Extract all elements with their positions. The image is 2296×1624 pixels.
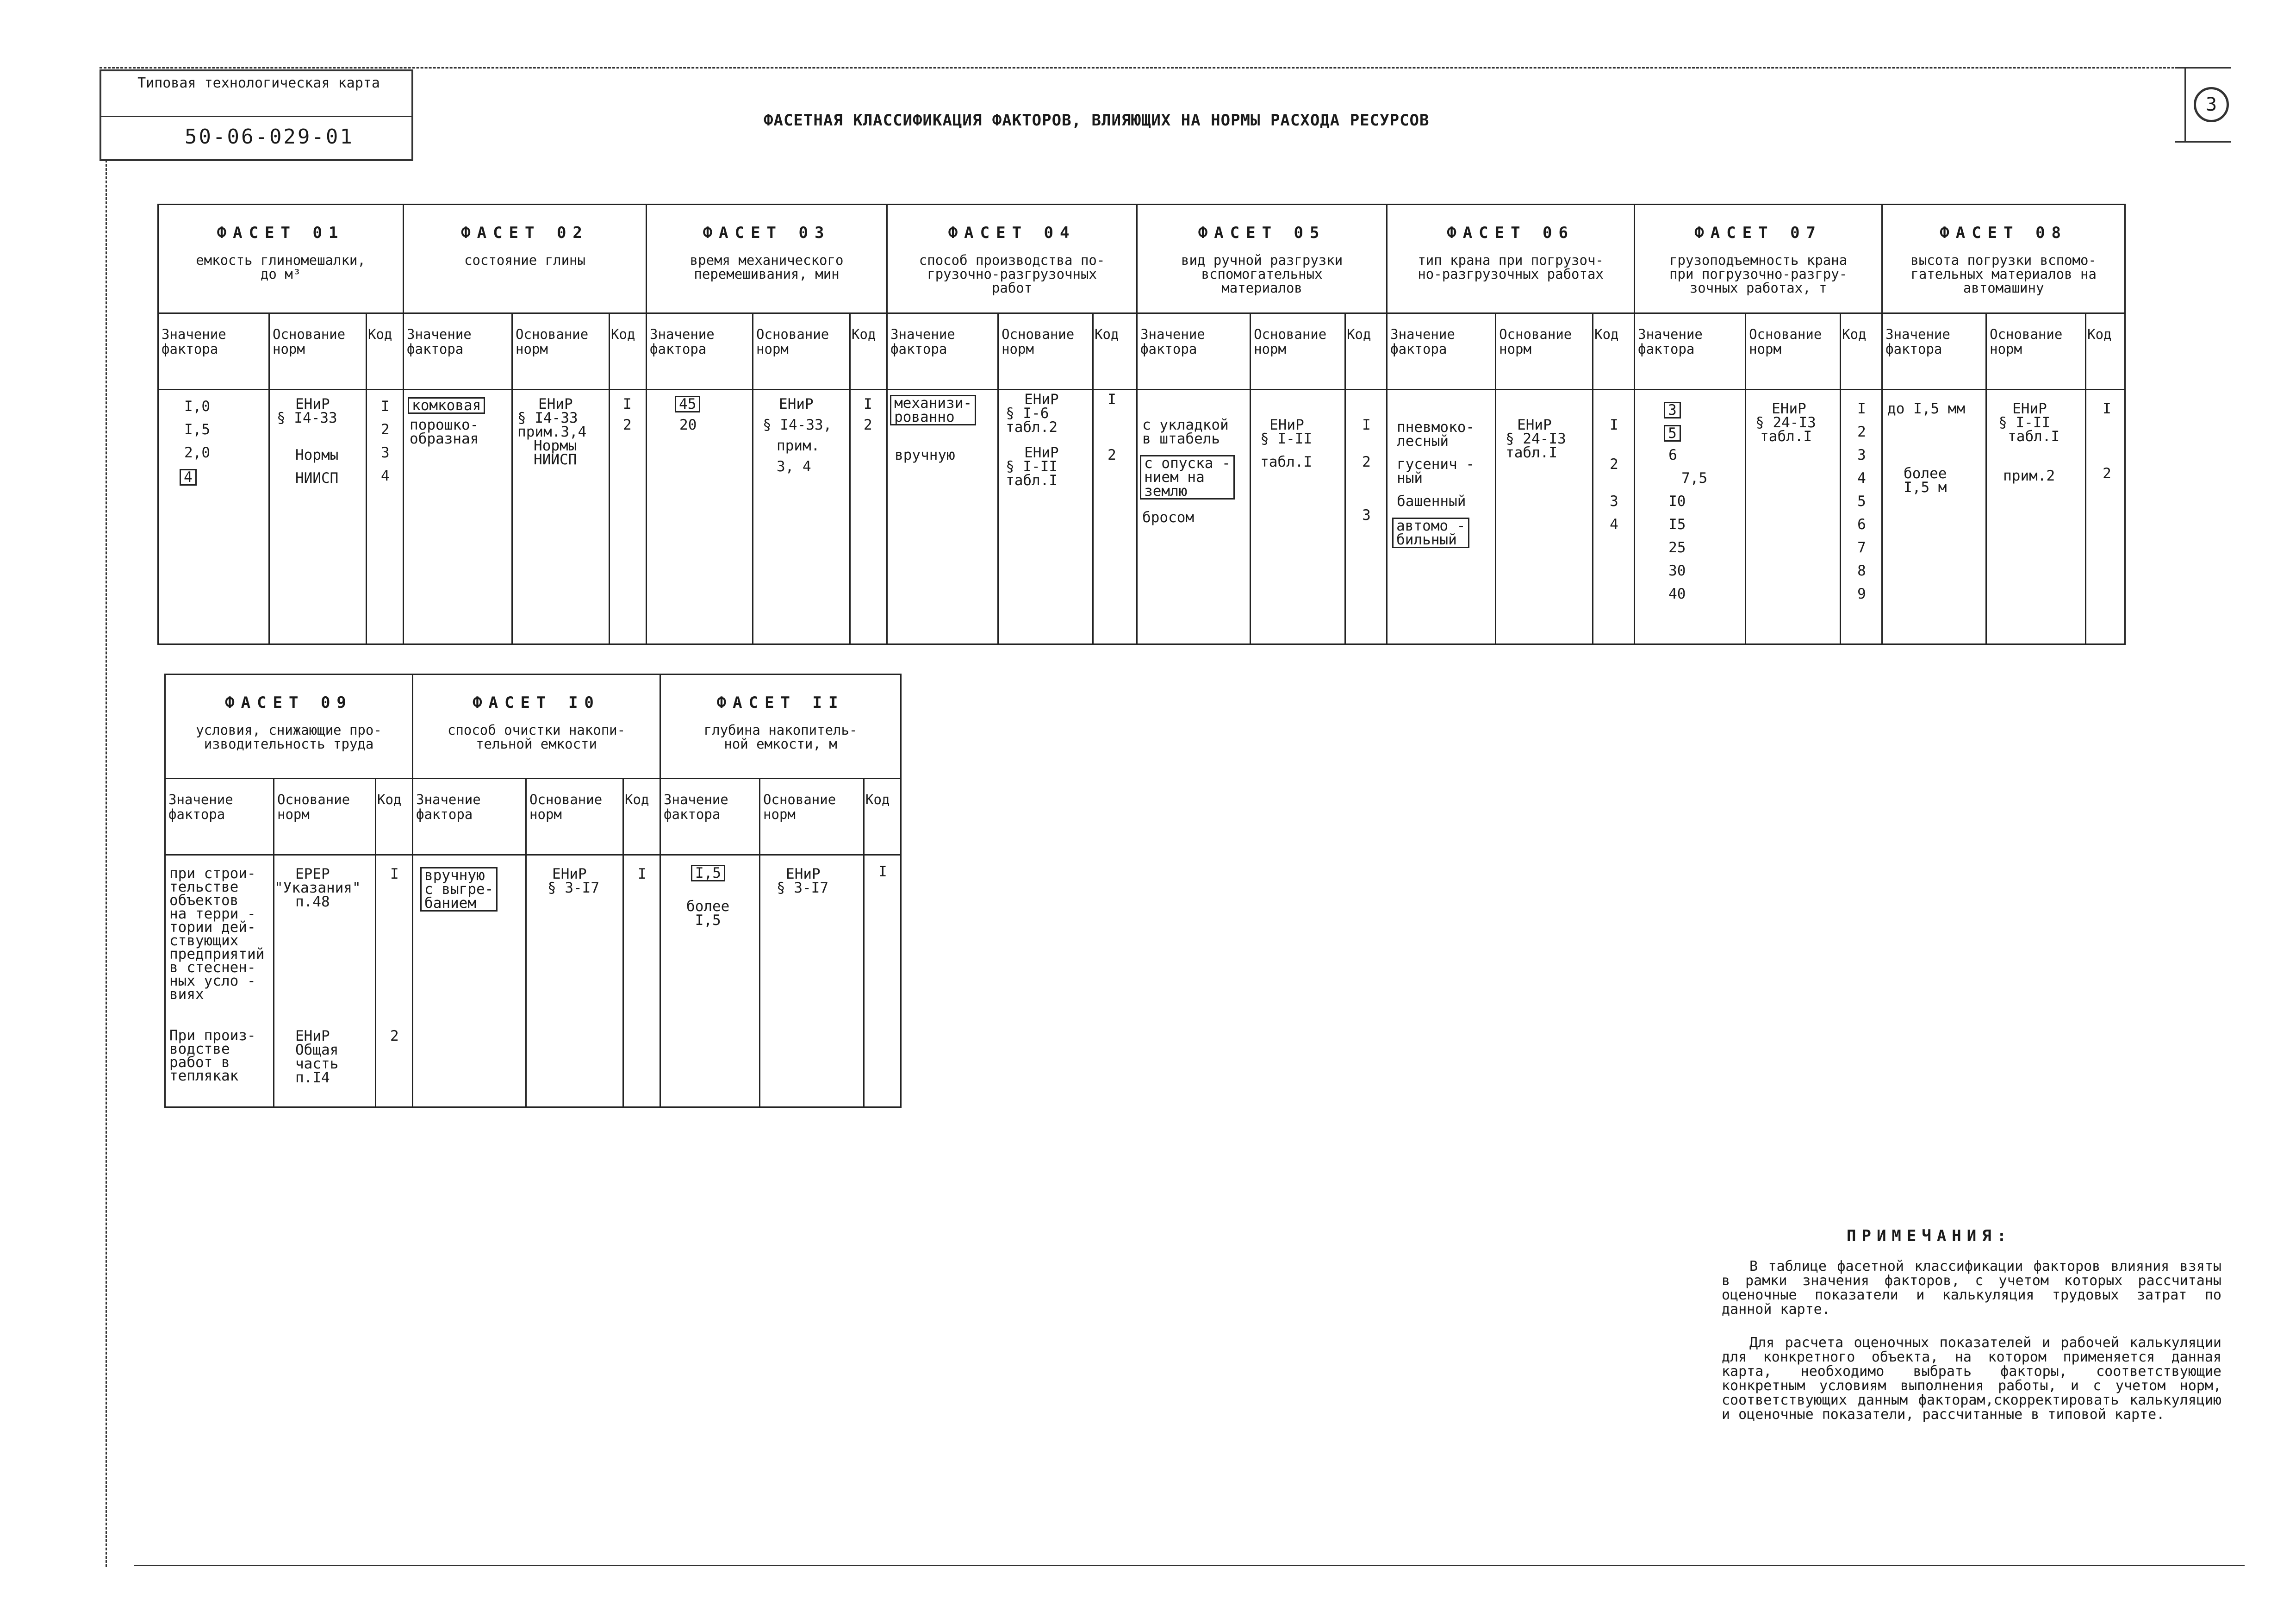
code-item: 8 <box>1857 562 1866 579</box>
basis-item: п.I4 <box>295 1069 330 1086</box>
facet-01-codes <box>367 390 404 644</box>
corner-line-bottom <box>2175 141 2231 143</box>
code-item: I <box>623 396 632 412</box>
col-value-header: Значение фактора <box>887 313 998 390</box>
value-item-selected: комковая <box>408 397 485 414</box>
col-basis-header: Основание норм <box>753 313 850 390</box>
basis-item: табл.I <box>2008 428 2060 445</box>
col-value-header: Значение фактора <box>165 779 274 855</box>
basis-item: ЕНиР <box>779 396 814 412</box>
col-value-header: Значение фактора <box>1635 313 1746 390</box>
facet-04-header <box>887 205 1137 313</box>
facet-07-header <box>1635 205 1882 313</box>
basis-item: табл.I <box>1006 472 1058 489</box>
col-value-header: Значение фактора <box>404 313 512 390</box>
col-basis-header: Основание норм <box>760 779 864 855</box>
facet-05-values <box>1137 390 1251 644</box>
value-item-selected: I,5 <box>691 865 725 881</box>
basis-item: "Указания" <box>274 880 361 896</box>
stamp-code: 50-06-029-01 <box>185 125 354 149</box>
code-item: 4 <box>1610 516 1618 533</box>
value-item: При произ- водстве работ в теплякак <box>169 1027 256 1084</box>
code-item: 2 <box>1857 424 1866 440</box>
code-item: I <box>1362 417 1371 433</box>
page-number: 3 <box>2194 87 2229 122</box>
code-item: I <box>1108 391 1116 408</box>
facet-03-basis <box>753 390 850 644</box>
facet-04-basis <box>998 390 1093 644</box>
value-item: I,5 <box>184 421 210 438</box>
facet-08-title: ФАСЕТ 08 <box>1940 224 2068 242</box>
col-code-header: Код <box>864 779 901 855</box>
value-item-selected: 4 <box>180 469 197 486</box>
basis-item: ЕРЕР <box>295 866 330 882</box>
basis-item: прим.3,4 <box>517 424 587 440</box>
code-item: 2 <box>1362 454 1371 470</box>
facet-10-title: ФАСЕТ I0 <box>473 693 600 712</box>
facet-07-values <box>1635 390 1746 644</box>
basis-item: табл.I <box>1506 444 1558 461</box>
facet-06-title: ФАСЕТ 06 <box>1447 224 1574 242</box>
facet-06-values <box>1387 390 1496 644</box>
code-item: 3 <box>1610 493 1618 510</box>
facet-01-values <box>158 390 269 644</box>
code-item: 2 <box>1610 456 1618 473</box>
value-item: I,0 <box>184 398 210 415</box>
facet-10-codes <box>623 855 660 1107</box>
col-value-header: Значение фактора <box>158 313 269 390</box>
value-item: 40 <box>1668 586 1686 602</box>
basis-item: § I4-33 <box>277 410 337 426</box>
basis-item: § I4-33, <box>763 417 832 433</box>
facet-04-title: ФАСЕТ 04 <box>948 224 1076 242</box>
code-item: 4 <box>381 468 390 484</box>
facet-08-header <box>1882 205 2125 313</box>
code-item: 5 <box>1857 493 1866 510</box>
facet-10-desc: способ очистки накопи- тельной емкости <box>447 722 626 752</box>
facet-body-row <box>165 855 901 1107</box>
page-title: ФАСЕТНАЯ КЛАССИФИКАЦИЯ ФАКТОРОВ, ВЛИЯЮЩИХ НА НОРМЫ РАСХОДА РЕСУРСОВ <box>764 111 1430 130</box>
facet-07-desc: грузоподъемность крана при погрузочно-разгру- зочных работах, т <box>1669 252 1848 296</box>
col-basis-header: Основание норм <box>512 313 610 390</box>
facet-06-desc: тип крана при погрузоч- но-разгрузочных работах <box>1418 252 1604 282</box>
facet-03-title: ФАСЕТ 03 <box>703 224 831 242</box>
facet-01-title: ФАСЕТ 01 <box>217 224 345 242</box>
code-item: 7 <box>1857 539 1866 556</box>
value-item: башенный <box>1397 493 1466 510</box>
code-item: 2 <box>864 417 872 433</box>
col-basis-header: Основание норм <box>998 313 1093 390</box>
basis-item: § I-6 <box>1006 405 1049 422</box>
col-code-header: Код <box>376 779 413 855</box>
col-value-header: Значение фактора <box>1137 313 1251 390</box>
facet-07-title: ФАСЕТ 07 <box>1694 224 1823 242</box>
notes-paragraph-1: В таблице фасетной классификации факторов влияния взяты в рамки значения факторов, с учетом которых рассчитаны оценочные показатели и калькуляция трудовых затрат по данной карте. <box>1722 1258 2221 1318</box>
facet-08-values <box>1882 390 1986 644</box>
code-item: 3 <box>1857 447 1866 463</box>
basis-item: НИИСП <box>295 470 339 487</box>
code-item: 2 <box>2103 465 2111 482</box>
notes-title: ПРИМЕЧАНИЯ: <box>1847 1227 2012 1245</box>
basis-item: ЕНиР <box>1024 444 1059 461</box>
basis-item: ЕНиР <box>1772 400 1806 417</box>
code-item: I <box>1610 417 1618 433</box>
value-item-selected: автомо - бильный <box>1392 518 1469 548</box>
facet-11-codes <box>864 855 901 1107</box>
basis-item: НИИСП <box>534 451 577 468</box>
col-value-header: Значение фактора <box>647 313 753 390</box>
facet-10-basis <box>526 855 623 1107</box>
facet-08-basis <box>1986 390 2086 644</box>
facet-01-header <box>158 205 404 313</box>
basis-item: ЕНиР <box>295 396 330 412</box>
basis-item: ЕНиР <box>295 1028 330 1044</box>
facet-02-header <box>404 205 647 313</box>
code-item: I <box>638 866 647 882</box>
basis-item: часть <box>295 1056 339 1072</box>
basis-item: ЕНиР <box>552 866 587 882</box>
col-value-header: Значение фактора <box>1387 313 1496 390</box>
notes-paragraph-2: Для расчета оценочных показателей и рабочей калькуляции для конкретного объекта, на котором применяется данная карта, необходимо выбрать факторы, соответствующие конкретным условиям выполнения работы, и с учетом норм, соответствующих данным факторам,скорректировать калькуляцию и оценочные показатели, рассчитанные в типовой карте. <box>1722 1335 2221 1423</box>
value-item-selected: с опуска - нием на землю <box>1140 455 1235 500</box>
facet-01-desc: емкость глиномешалки, до м³ <box>196 252 366 282</box>
basis-item: ЕНиР <box>2012 400 2047 417</box>
basis-item: Нормы <box>534 437 577 454</box>
facet-02-title: ФАСЕТ 02 <box>461 224 589 242</box>
value-item: 7,5 <box>1681 470 1708 487</box>
value-item: порошко- образная <box>410 417 479 447</box>
basis-item: § I-II <box>1260 431 1313 447</box>
facet-03-header <box>647 205 887 313</box>
basis-item: 3, 4 <box>777 458 811 475</box>
facet-11-values <box>660 855 760 1107</box>
facet-02-desc: состояние глины <box>464 252 585 268</box>
stamp-divider <box>101 116 411 117</box>
facet-07-basis <box>1746 390 1841 644</box>
basis-item: табл.2 <box>1006 419 1058 436</box>
col-code-header: Код <box>1093 313 1137 390</box>
value-item: 20 <box>679 417 697 433</box>
col-basis-header: Основание норм <box>269 313 367 390</box>
code-item: I <box>390 866 399 882</box>
basis-item: § 24-I3 <box>1506 431 1566 447</box>
frame-top-line <box>100 67 2228 69</box>
value-item: пневмоко- лесный <box>1397 419 1475 450</box>
col-value-header: Значение фактора <box>413 779 526 855</box>
basis-item: Общая <box>295 1042 339 1058</box>
facet-08-codes <box>2086 390 2125 644</box>
value-item: 25 <box>1668 539 1686 556</box>
basis-item: ЕНиР <box>538 396 573 412</box>
value-item: бросом <box>1142 509 1195 526</box>
basis-item: ЕНиР <box>1269 417 1304 433</box>
column-header-row <box>158 313 2125 390</box>
corner-line-top <box>2175 67 2231 69</box>
value-item: с укладкой в штабель <box>1142 417 1229 447</box>
frame-left-line <box>106 160 107 1567</box>
facet-body-row <box>158 390 2125 644</box>
col-value-header: Значение фактора <box>1882 313 1986 390</box>
facet-06-header <box>1387 205 1635 313</box>
stamp-title: Типовая технологическая карта <box>137 75 380 91</box>
col-basis-header: Основание норм <box>526 779 623 855</box>
basis-item: прим.2 <box>2003 468 2055 484</box>
code-item: 2 <box>1108 447 1116 463</box>
facet-06-codes <box>1593 390 1635 644</box>
col-code-header: Код <box>1841 313 1882 390</box>
facet-04-values <box>887 390 998 644</box>
title-stamp <box>100 69 413 161</box>
value-item-selected: 5 <box>1664 425 1681 442</box>
value-item: более I,5 <box>686 898 730 929</box>
basis-item: прим. <box>777 437 820 454</box>
col-basis-header: Основание норм <box>1251 313 1345 390</box>
value-item-selected: механизи- рованно <box>890 395 976 425</box>
code-item: 4 <box>1857 470 1866 487</box>
col-code-header: Код <box>850 313 887 390</box>
code-item: I <box>2103 400 2111 417</box>
basis-item: ЕНиР <box>1517 417 1552 433</box>
value-item: гусенич - ный <box>1397 456 1475 487</box>
facet-03-codes <box>850 390 887 644</box>
facet-01-basis <box>269 390 367 644</box>
value-item: более I,5 м <box>1904 465 1947 496</box>
basis-item: § 3-I7 <box>548 880 600 896</box>
value-item: при строи- тельстве объектов на терри - тории дей- ствующих предприятий в стеснен- ных усло - виях <box>169 865 265 1003</box>
facet-09-header <box>165 675 413 779</box>
basis-item: ЕНиР <box>786 866 821 882</box>
facet-05-title: ФАСЕТ 05 <box>1198 224 1326 242</box>
facet-11-desc: глубина накопитель- ной емкости, м <box>703 722 858 752</box>
facet-09-values <box>165 855 274 1107</box>
facet-10-values <box>413 855 526 1107</box>
facet-02-basis <box>512 390 610 644</box>
basis-item: п.48 <box>295 893 330 910</box>
code-item: 2 <box>623 417 632 433</box>
facet-table-bottom <box>164 674 902 1108</box>
value-item-selected: вручную с выгре- банием <box>420 867 498 912</box>
col-code-header: Код <box>1593 313 1635 390</box>
col-code-header: Код <box>610 313 647 390</box>
frame-bottom-line <box>134 1565 2245 1566</box>
value-item: 30 <box>1668 562 1686 579</box>
column-header-row <box>165 779 901 855</box>
facet-02-values <box>404 390 512 644</box>
facet-11-header <box>660 675 901 779</box>
code-item: I <box>381 398 390 415</box>
facet-08-desc: высота погрузки вспомо- гательных материалов на автомашину <box>1910 252 2097 296</box>
code-item: I <box>878 863 887 880</box>
col-basis-header: Основание норм <box>1986 313 2086 390</box>
col-value-header: Значение фактора <box>660 779 760 855</box>
corner-line-side <box>2184 67 2186 141</box>
facet-09-title: ФАСЕТ 09 <box>225 693 353 712</box>
code-item: 2 <box>390 1028 399 1044</box>
code-item: I <box>1857 400 1866 417</box>
code-item: 3 <box>381 444 390 461</box>
value-item: до I,5 мм <box>1887 400 1966 417</box>
col-code-header: Код <box>2086 313 2125 390</box>
facet-05-codes <box>1345 390 1387 644</box>
facet-02-codes <box>610 390 647 644</box>
basis-item: табл.I <box>1260 454 1313 470</box>
col-code-header: Код <box>367 313 404 390</box>
facet-07-codes <box>1841 390 1882 644</box>
facet-05-header <box>1137 205 1387 313</box>
col-code-header: Код <box>623 779 660 855</box>
facet-11-basis <box>760 855 864 1107</box>
value-item: I0 <box>1668 493 1686 510</box>
value-item: I5 <box>1668 516 1686 533</box>
facet-03-values <box>647 390 753 644</box>
value-item-selected: 3 <box>1664 402 1681 418</box>
basis-item: § I4-33 <box>517 410 578 426</box>
value-item: 6 <box>1668 447 1677 463</box>
code-item: 9 <box>1857 586 1866 602</box>
facet-04-desc: способ производства по- грузочно-разгрузочных работ <box>919 252 1105 296</box>
col-code-header: Код <box>1345 313 1387 390</box>
basis-item: ЕНиР <box>1024 391 1059 408</box>
basis-item: табл.I <box>1760 428 1812 445</box>
code-item: I <box>864 396 872 412</box>
facet-06-basis <box>1496 390 1593 644</box>
basis-item: § I-II <box>1006 458 1058 475</box>
value-item: вручную <box>895 447 955 463</box>
basis-item: § 3-I7 <box>777 880 829 896</box>
code-item: 3 <box>1362 507 1371 524</box>
value-item-selected: 45 <box>675 396 700 412</box>
col-basis-header: Основание норм <box>274 779 376 855</box>
basis-item: § I-II <box>1998 414 2051 431</box>
facet-03-desc: время механического перемешивания, мин <box>690 252 844 282</box>
facet-11-title: ФАСЕТ II <box>716 693 845 712</box>
col-basis-header: Основание норм <box>1496 313 1593 390</box>
col-basis-header: Основание норм <box>1746 313 1841 390</box>
value-item: 2,0 <box>184 444 210 461</box>
facet-table-top <box>157 204 2126 645</box>
basis-item: § 24-I3 <box>1755 414 1816 431</box>
facet-09-basis <box>274 855 376 1107</box>
facet-05-desc: вид ручной разгрузки вспомогательных материалов <box>1181 252 1343 296</box>
facet-09-desc: условия, снижающие про- изводительность труда <box>196 722 382 752</box>
facet-05-basis <box>1251 390 1345 644</box>
basis-item: Нормы <box>295 447 339 463</box>
facet-04-codes <box>1093 390 1137 644</box>
code-item: 2 <box>381 421 390 438</box>
facet-10-header <box>413 675 660 779</box>
code-item: 6 <box>1857 516 1866 533</box>
facet-09-codes <box>376 855 413 1107</box>
